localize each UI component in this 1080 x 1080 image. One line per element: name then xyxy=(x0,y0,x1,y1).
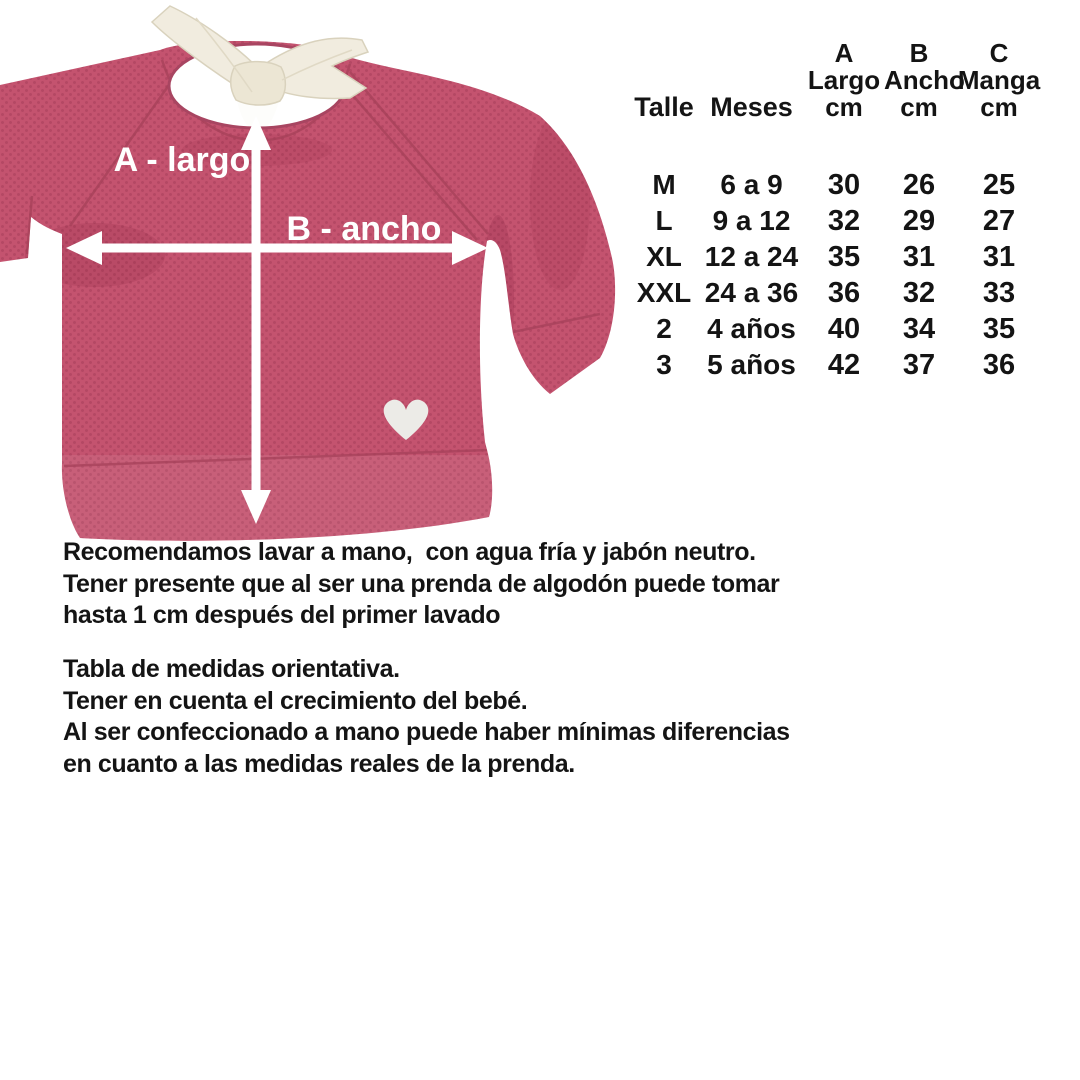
cell-ancho: 37 xyxy=(902,348,936,381)
header-manga-letter: C xyxy=(989,38,1009,68)
table-row xyxy=(629,275,1044,311)
label-b-ancho: B - ancho xyxy=(286,210,442,248)
cell-largo: 40 xyxy=(827,312,861,345)
cell-ancho: 29 xyxy=(902,204,936,237)
cell-meses: 24 a 36 xyxy=(704,277,799,308)
cell-largo: 30 xyxy=(827,168,861,201)
cell-meses: 4 años xyxy=(707,313,796,344)
cell-manga: 27 xyxy=(982,204,1016,237)
care-line: Recomendamos lavar a mano, con agua fría y jabón neutro. xyxy=(63,538,756,566)
cell-ancho: 32 xyxy=(902,276,936,309)
cell-manga: 36 xyxy=(982,348,1016,381)
cell-largo: 36 xyxy=(827,276,861,309)
cell-ancho: 31 xyxy=(902,240,936,273)
header-manga-name: Manga xyxy=(957,65,1041,95)
header-largo-name: Largo xyxy=(807,65,881,95)
cell-manga: 35 xyxy=(982,312,1016,345)
header-ancho xyxy=(884,38,965,122)
cell-meses: 5 años xyxy=(707,349,796,380)
header-largo-letter: A xyxy=(834,38,854,68)
header-meses: Meses xyxy=(710,92,793,122)
header-largo-unit: cm xyxy=(825,92,863,122)
header-largo xyxy=(804,40,884,121)
cell-talle: 3 xyxy=(656,349,672,380)
size-table-rows xyxy=(629,167,1044,383)
header-ancho-unit: cm xyxy=(900,92,938,122)
product-photo xyxy=(0,0,620,550)
cell-ancho: 26 xyxy=(902,168,936,201)
cell-manga: 25 xyxy=(982,168,1016,201)
cell-talle: M xyxy=(652,169,676,200)
note-line: Tabla de medidas orientativa. xyxy=(63,655,400,683)
table-row xyxy=(629,167,1044,203)
cell-largo: 32 xyxy=(827,204,861,237)
size-table-header xyxy=(629,40,1044,121)
table-row xyxy=(629,203,1044,239)
care-line: Tener presente que al ser una prenda de algodón puede tomar xyxy=(63,569,780,598)
sweater-illustration xyxy=(0,0,620,550)
cell-meses: 12 a 24 xyxy=(704,241,799,272)
cell-manga: 33 xyxy=(982,276,1016,309)
note-line: Tener en cuenta el crecimiento del bebé. xyxy=(63,686,528,715)
table-row xyxy=(629,347,1044,383)
cell-largo: 35 xyxy=(827,240,861,273)
note-line: Al ser confeccionado a mano puede haber mínimas diferencias xyxy=(63,718,790,746)
care-line: hasta 1 cm después del primer lavado xyxy=(63,601,501,629)
care-instructions xyxy=(63,537,843,632)
cell-meses: 9 a 12 xyxy=(712,205,791,236)
cell-largo: 42 xyxy=(827,348,861,381)
header-talle: Talle xyxy=(634,92,694,122)
header-manga xyxy=(954,40,1044,121)
cell-meses: 6 a 9 xyxy=(720,169,783,200)
table-row xyxy=(629,311,1044,347)
label-a-largo: A - largo xyxy=(113,141,251,179)
cell-talle: L xyxy=(655,205,673,236)
cell-talle: XXL xyxy=(636,277,692,308)
header-ancho-name: Ancho xyxy=(884,65,965,95)
header-manga-unit: cm xyxy=(980,92,1018,122)
header-ancho-letter: B xyxy=(909,38,929,68)
size-table xyxy=(629,40,1044,383)
cell-talle: XL xyxy=(646,241,682,272)
table-row xyxy=(629,239,1044,275)
cell-ancho: 34 xyxy=(902,312,936,345)
note-line: en cuanto a las medidas reales de la prenda. xyxy=(63,749,575,778)
cell-manga: 31 xyxy=(982,240,1016,273)
measurement-notes xyxy=(63,654,863,780)
cell-talle: 2 xyxy=(656,313,672,344)
